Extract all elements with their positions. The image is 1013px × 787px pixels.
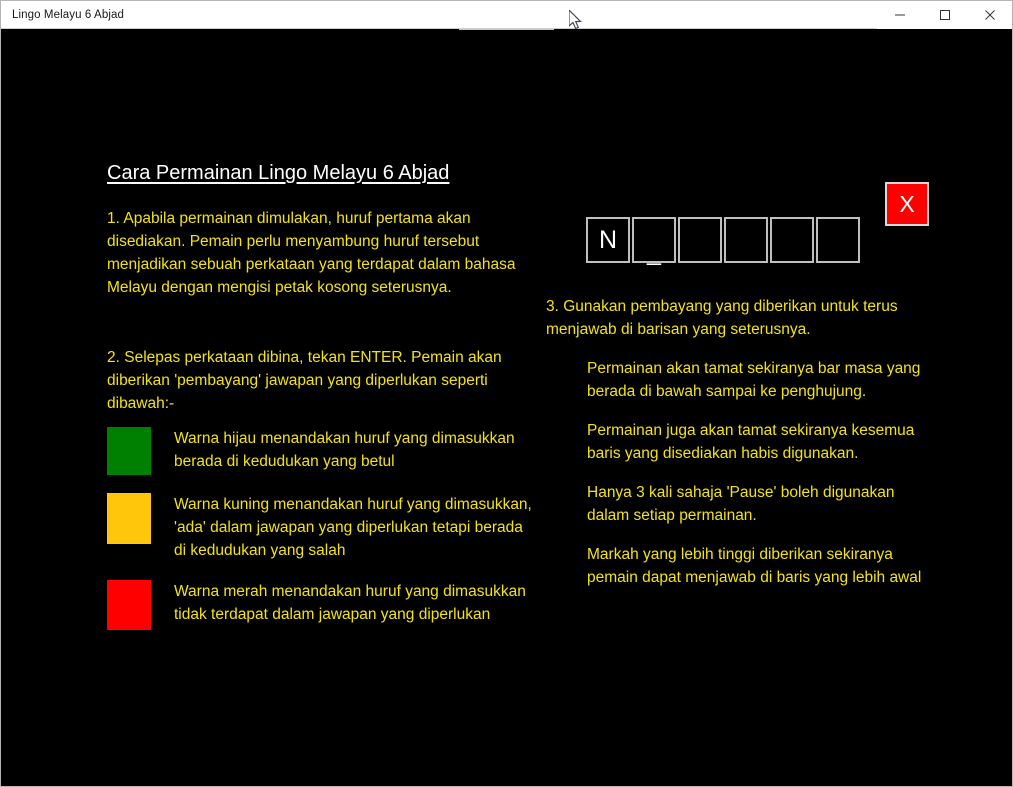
instruction-paragraph-2: 2. Selepas perkataan dibina, tekan ENTER. Pemain akan diberikan 'pembayang' jawapan yang diperlukan seperti dibawah:- — [107, 349, 502, 412]
instruction-paragraph-1: 1. Apabila permainan dimulakan, huruf pertama akan disediakan. Pemain perlu menyambung huruf tersebut menjadikan sebuah perkataan yang terdapat dalam bahasa Melayu dengan mengisi petak kosong seterusnya. — [107, 210, 516, 296]
letter-box[interactable] — [770, 217, 814, 263]
legend-item-red — [107, 580, 537, 630]
note-item: Hanya 3 kali sahaja 'Pause' boleh digunakan dalam setiap permainan. — [587, 484, 895, 524]
letter-box-caret: _ — [647, 238, 661, 266]
maximize-icon — [939, 9, 951, 21]
maximize-button[interactable] — [922, 1, 967, 29]
letter-box[interactable] — [632, 217, 676, 266]
legend-item-yellow — [107, 493, 537, 562]
notes-list — [587, 357, 937, 605]
legend-text-yellow: Warna kuning menandakan huruf yang dimasukkan, 'ada' dalam jawapan yang diperlukan tetapi berada di kedudukan yang salah — [174, 496, 532, 559]
note-item: Markah yang lebih tinggi diberikan sekiranya pemain dapat menjawab di baris yang lebih awal — [587, 546, 922, 586]
green-swatch-icon — [107, 427, 151, 475]
game-help-screen — [1, 30, 1012, 786]
minimize-icon — [894, 9, 906, 21]
legend-item-green — [107, 427, 537, 475]
note-item: Permainan juga akan tamat sekiranya kesemua baris yang disediakan habis digunakan. — [587, 422, 915, 462]
letter-box[interactable] — [586, 217, 630, 263]
letter-box-letter: N — [598, 226, 618, 254]
note-item: Permainan akan tamat sekiranya bar masa yang berada di bawah sampai ke penghujung. — [587, 360, 921, 400]
close-icon — [984, 9, 996, 21]
legend-text-red: Warna merah menandakan huruf yang dimasukkan tidak terdapat dalam jawapan yang diperlukan — [174, 583, 526, 623]
instruction-paragraph-3: 3. Gunakan pembayang yang diberikan untuk terus menjawab di barisan yang seterusnya. — [546, 298, 898, 338]
letter-box[interactable] — [724, 217, 768, 263]
minimize-button[interactable] — [877, 1, 922, 29]
title-bar[interactable] — [1, 1, 1012, 29]
red-swatch-icon — [107, 580, 151, 630]
word-row — [586, 217, 862, 266]
page-title: Cara Permainan Lingo Melayu 6 Abjad — [107, 162, 450, 184]
letter-box[interactable] — [816, 217, 860, 263]
window-title: Lingo Melayu 6 Abjad — [12, 8, 124, 21]
close-help-button[interactable]: X — [885, 182, 929, 226]
legend-text-green: Warna hijau menandakan huruf yang dimasukkan berada di kedudukan yang betul — [174, 430, 515, 470]
window-controls — [877, 1, 1012, 29]
close-button[interactable] — [967, 1, 1012, 29]
letter-box[interactable] — [678, 217, 722, 263]
yellow-swatch-icon — [107, 493, 151, 544]
color-legend — [107, 427, 537, 648]
